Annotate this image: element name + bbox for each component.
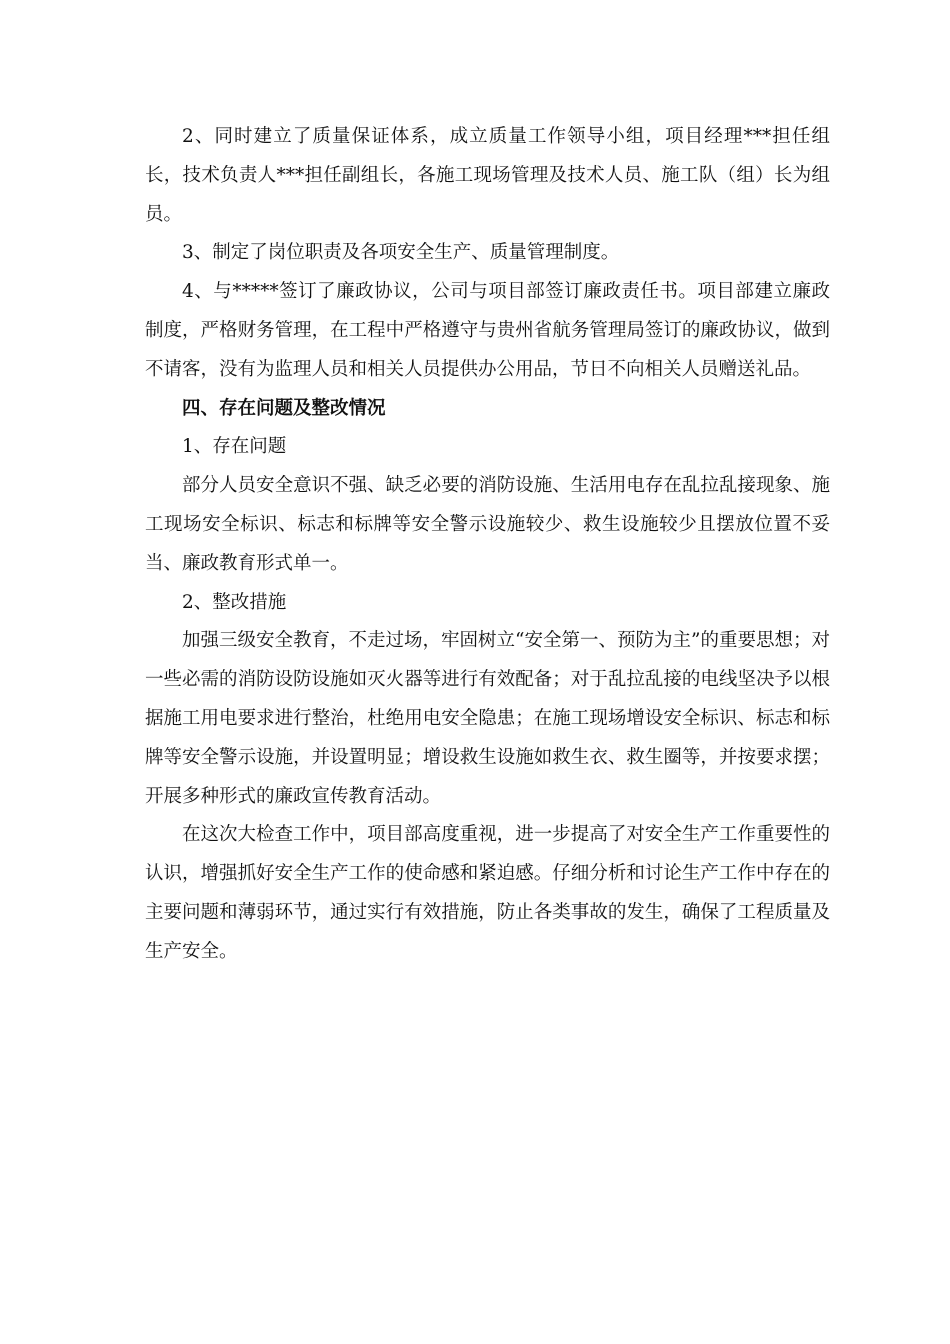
paragraph-problems: 部分人员安全意识不强、缺乏必要的消防设施、生活用电存在乱拉乱接现象、施工现场安全标识、标志和标牌等安全警示设施较少、救生设施较少且摆放位置不妥当、廉政教育形式单一。 [145,475,830,574]
section-heading: 四、存在问题及整改情况 [182,397,386,419]
paragraph-responsibilities: 3、制定了岗位职责及各项安全生产、质量管理制度。 [182,242,620,264]
paragraph-conclusion: 在这次大检查工作中，项目部高度重视，进一步提高了对安全生产工作重要性的认识，增强抓好安全生产工作的使命感和紧迫感。仔细分析和讨论生产工作中存在的主要问题和薄弱环节，通过实行有效措施，防止各类事故的发生，确保了工程质量及生产安全。 [145,824,830,962]
paragraph-integrity-agreement: 4、与*****签订了廉政协议，公司与项目部签订廉政责任书。项目部建立廉政制度，严格财务管理，在工程中严格遵守与贵州省航务管理局签订的廉政协议，做到不请客，没有为监理人员和相关人员提供办公用品，节日不向相关人员赠送礼品。 [145,281,830,380]
paragraph-quality-system: 2、同时建立了质量保证体系，成立质量工作领导小组，项目经理***担任组长，技术负责人***担任副组长，各施工现场管理及技术人员、施工队（组）长为组员。 [145,126,830,225]
document-body [145,118,830,972]
subheading-measures: 2、整改措施 [182,591,287,613]
paragraph-measures: 加强三级安全教育，不走过场，牢固树立“安全第一、预防为主”的重要思想；对一些必需的消防设防设施如灭火器等进行有效配备；对于乱拉乱接的电线坚决予以根据施工用电要求进行整治，杜绝用电安全隐患；在施工现场增设安全标识、标志和标牌等安全警示设施，并设置明显；增设救生设施如救生衣、救生圈等，并按要求摆；开展多种形式的廉政宣传教育活动。 [145,630,830,807]
subheading-problems: 1、存在问题 [182,436,287,458]
